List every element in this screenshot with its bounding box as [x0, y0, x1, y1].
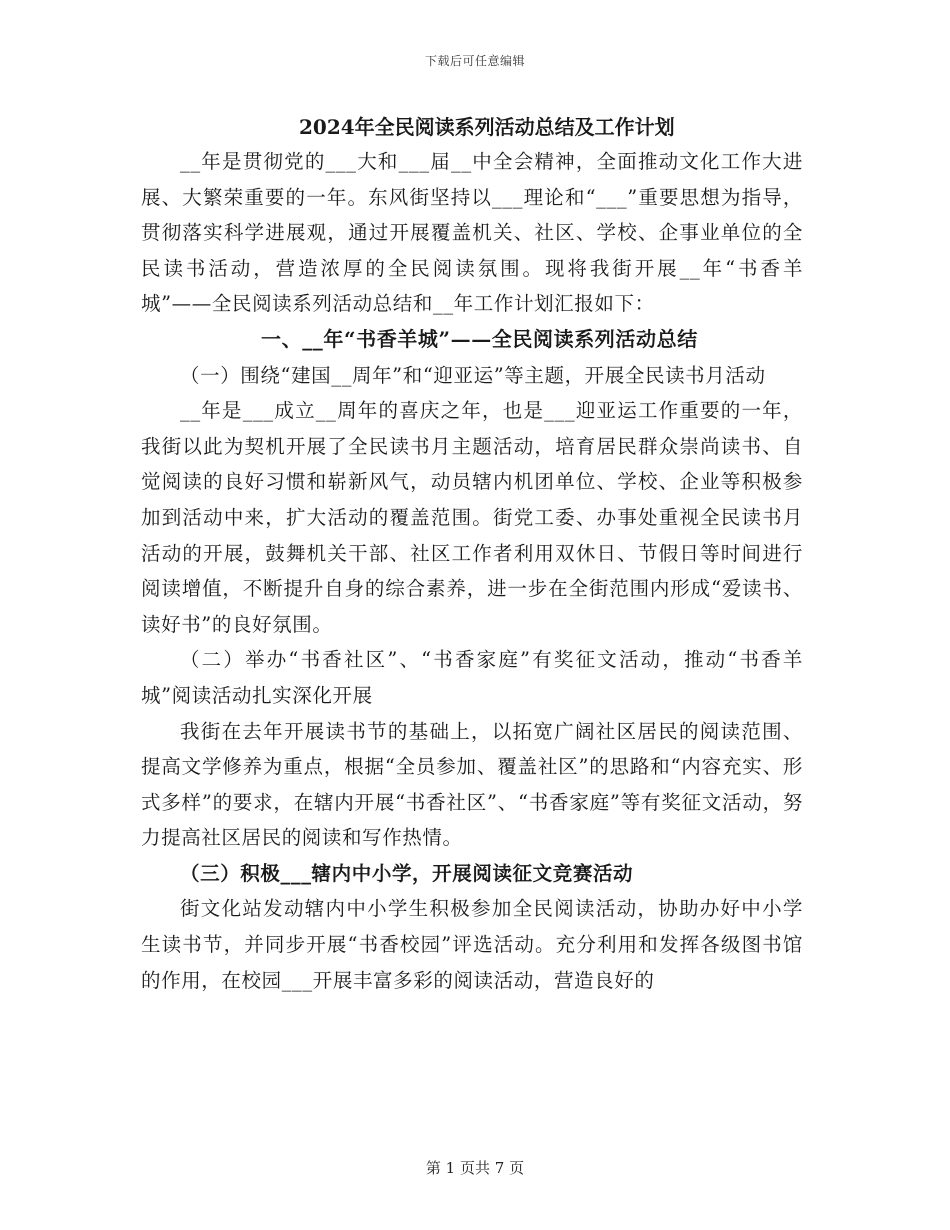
subsection-heading-2: （二）举办“书香社区”、“书香家庭”有奖征文活动，推动“书香羊城”阅读活动扎实深化开展 [141, 648, 803, 707]
document-body [141, 110, 803, 998]
page-footer: 第 1 页共 7 页 [425, 1159, 525, 1177]
subsection-heading-1: （一）围绕“建国__周年”和“迎亚运”等主题，开展全民读书月活动 [180, 363, 766, 387]
page-header: 下载后可任意编辑 [424, 54, 525, 68]
document-title: 2024年全民阅读系列活动总结及工作计划 [299, 115, 675, 139]
body-paragraph-1: __年是___成立__周年的喜庆之年，也是___迎亚运工作重要的一年，我街以此为契机开展了全民读书月主题活动，培育居民群众崇尚读书、自觉阅读的良好习惯和崭新风气，动员辖内机团单位、学校、企业等积极参加到活动中来，扩大活动的覆盖范围。街党工委、办事处重视全民读书月活动的开展，鼓舞机关干部、社区工作者利用双休日、节假日等时间进行阅读增值，不断提升自身的综合素养，进一步在全街范围内形成“爱读书、读好书”的良好氛围。 [141, 399, 803, 636]
body-paragraph-2: 我街在去年开展读书节的基础上，以拓宽广阔社区居民的阅读范围、提高文学修养为重点，根据“全员参加、覆盖社区”的思路和“内容充实、形式多样”的要求，在辖内开展“书香社区”、“书香家庭”等有奖征文活动，努力提高社区居民的阅读和写作热情。 [141, 719, 803, 850]
body-paragraph-3: 街文化站发动辖内中小学生积极参加全民阅读活动，协助办好中小学生读书节，并同步开展“书香校园”评选活动。充分利用和发挥各级图书馆的作用，在校园___开展丰富多彩的阅读活动，营造良好的 [141, 897, 803, 992]
intro-paragraph: __年是贯彻党的___大和___届__中全会精神，全面推动文化工作大进展、大繁荣重要的一年。东风街坚持以___理论和“___”重要思想为指导，贯彻落实科学进展观，通过开展覆盖机关、社区、学校、企事业单位的全民读书活动，营造浓厚的全民阅读氛围。现将我街开展__年“书香羊城”——全民阅读系列活动总结和__年工作计划汇报如下： [141, 150, 803, 316]
section-heading-1: 一、__年“书香羊城”——全民阅读系列活动总结 [261, 326, 698, 351]
subsection-heading-3: （三）积极___辖内中小学，开展阅读征文竞赛活动 [180, 861, 634, 885]
